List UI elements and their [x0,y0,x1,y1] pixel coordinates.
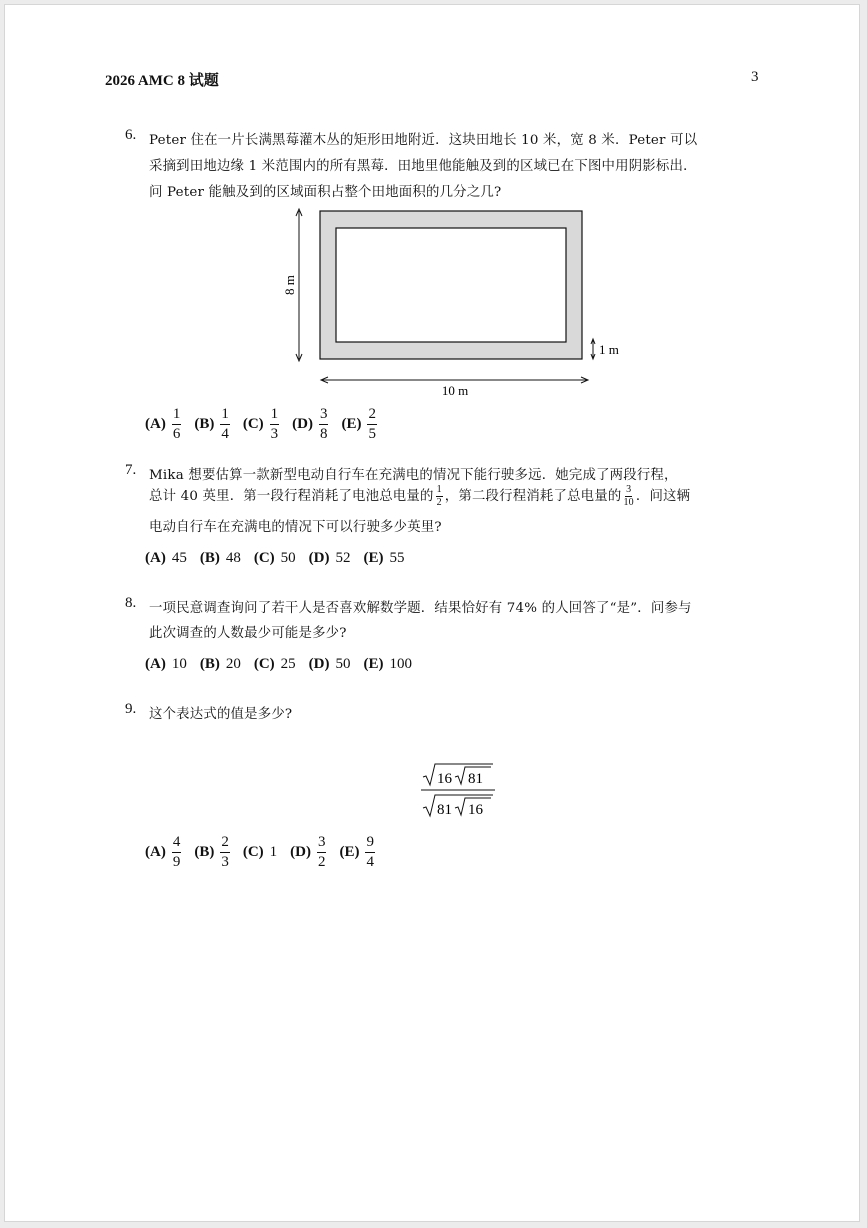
question-7-text-line-2 [149,485,690,508]
choice-value: 10 [171,656,187,672]
choice-a[interactable] [145,550,187,567]
fraction [220,407,230,442]
header-title: 2026 AMC 8 试题 [105,73,219,89]
numerator: 4 [172,835,182,853]
choice-value: 20 [225,656,241,672]
numerator: 1 [436,484,442,495]
choice-letter: (B) [199,656,220,672]
choice-letter: (A) [145,844,166,860]
denominator: 3 [221,854,229,870]
numerator: 1 [172,407,182,425]
choice-b[interactable] [200,656,241,673]
border-label: 1 m [599,342,619,357]
inline-fraction [436,485,443,508]
question-7-text-line-1: Mika 想要估算一款新型电动自行车在充满电的情况下能行驶多远．她完成了两段行程， [149,468,678,483]
choice-value: 25 [280,656,296,672]
fraction [270,407,280,442]
choice-e[interactable] [339,835,375,870]
numerator-outer-radicand: 16 [437,771,452,787]
question-6-text-line-3: 问 Peter 能触及到的区域面积占整个田地面积的几分之几? [149,185,502,200]
width-label: 10 m [441,383,469,398]
choice-c[interactable] [254,550,296,567]
choice-letter: (E) [363,550,384,566]
choice-letter: (D) [308,550,330,566]
question-7-text-line-3: 电动自行车在充满电的情况下可以行驶多少英里? [149,520,442,535]
question-8-text-line-1: 一项民意调查询问了若干人是否喜欢解数学题．结果恰好有 74% 的人回答了“是”．问参与 [149,601,692,616]
question-8-choices [145,656,425,673]
choice-value: 50 [280,550,296,566]
choice-letter: (B) [194,844,215,860]
denominator: 9 [172,854,181,870]
choice-value: 55 [389,550,405,566]
fraction [317,835,327,870]
choice-value: 50 [335,656,351,672]
text-segment: ，第二段行程消耗了总电量的 [444,489,622,504]
height-label: 8 m [282,275,297,295]
choice-letter: (D) [292,416,313,432]
field-diagram [275,201,655,401]
choice-value: 52 [335,550,351,566]
choice-letter: (C) [253,656,275,672]
text-segment: ．问这辆 [635,489,691,504]
question-9-text-line-1: 这个表达式的值是多少? [149,707,293,722]
numerator: 3 [626,484,632,495]
fraction [367,407,377,442]
choice-a[interactable] [145,407,181,442]
choice-b[interactable] [194,407,230,442]
question-8-number: 8. [125,595,137,611]
choice-a[interactable] [145,656,187,673]
page-number: 3 [751,69,759,85]
inner-field [336,228,566,342]
numerator: 3 [317,835,327,853]
question-9-number: 9. [125,701,137,717]
fraction [319,407,329,442]
fraction [172,407,182,442]
choice-b[interactable] [194,835,230,870]
fraction [365,835,375,870]
choice-d[interactable] [292,407,328,442]
choice-b[interactable] [200,550,241,567]
choice-letter: (E) [363,656,384,672]
denominator: 10 [623,497,634,508]
question-6-text-line-2: 采摘到田地边缘 1 米范围内的所有黑莓．田地里他能触及到的区域已在下图中用阴影标出． [149,159,697,174]
exam-page [4,4,860,1222]
choice-d[interactable] [309,550,351,567]
denominator-outer-radicand: 81 [437,802,452,818]
question-9-choices [145,835,388,870]
numerator: 3 [319,407,329,425]
denominator: 3 [270,426,279,442]
numerator: 9 [365,835,375,853]
choice-c[interactable] [243,844,277,861]
choice-d[interactable] [309,656,351,673]
choice-letter: (E) [341,416,362,432]
choice-c[interactable] [243,407,279,442]
denominator: 2 [317,854,326,870]
choice-letter: (C) [242,844,264,860]
question-7-choices [145,550,417,567]
choice-value: 48 [225,550,241,566]
denominator: 4 [366,854,374,870]
denominator: 8 [319,426,328,442]
choice-letter: (D) [290,844,311,860]
choice-letter: (C) [253,550,275,566]
choice-letter: (A) [145,416,166,432]
text-segment: 总计 40 英里．第一段行程消耗了电池总电量的 [149,489,434,504]
question-6-text-line-1: Peter 住在一片长满黑莓灌木丛的矩形田地附近．这块田地长 10 米，宽 8 米．Peter 可以 [149,133,698,148]
fraction [220,835,230,870]
choice-d[interactable] [290,835,326,870]
denominator: 2 [436,497,442,508]
choice-value: 45 [171,550,187,566]
question-6-number: 6. [125,127,137,143]
choice-e[interactable] [341,407,377,442]
question-7-number: 7. [125,462,137,478]
choice-a[interactable] [145,835,181,870]
choice-e[interactable] [363,550,404,567]
expression [415,761,505,821]
choice-c[interactable] [254,656,296,673]
denominator-inner-radicand: 16 [468,802,483,818]
choice-letter: (C) [242,416,264,432]
numerator: 2 [367,407,377,425]
choice-letter: (A) [145,550,166,566]
choice-letter: (D) [308,656,330,672]
choice-value: 1 [269,844,278,860]
numerator-inner-radicand: 81 [468,771,483,787]
choice-value: 100 [389,656,412,672]
choice-letter: (B) [194,416,215,432]
question-8-text-line-2: 此次调查的人数最少可能是多少? [149,626,347,641]
numerator: 2 [220,835,230,853]
denominator: 4 [221,426,229,442]
inline-fraction [623,485,633,508]
choice-letter: (B) [199,550,220,566]
numerator: 1 [220,407,230,425]
choice-e[interactable] [363,656,412,673]
numerator: 1 [270,407,280,425]
choice-letter: (E) [339,844,360,860]
denominator: 5 [368,426,376,442]
choice-letter: (A) [145,656,166,672]
fraction [172,835,182,870]
denominator: 6 [172,426,181,442]
question-6-choices [145,407,390,442]
